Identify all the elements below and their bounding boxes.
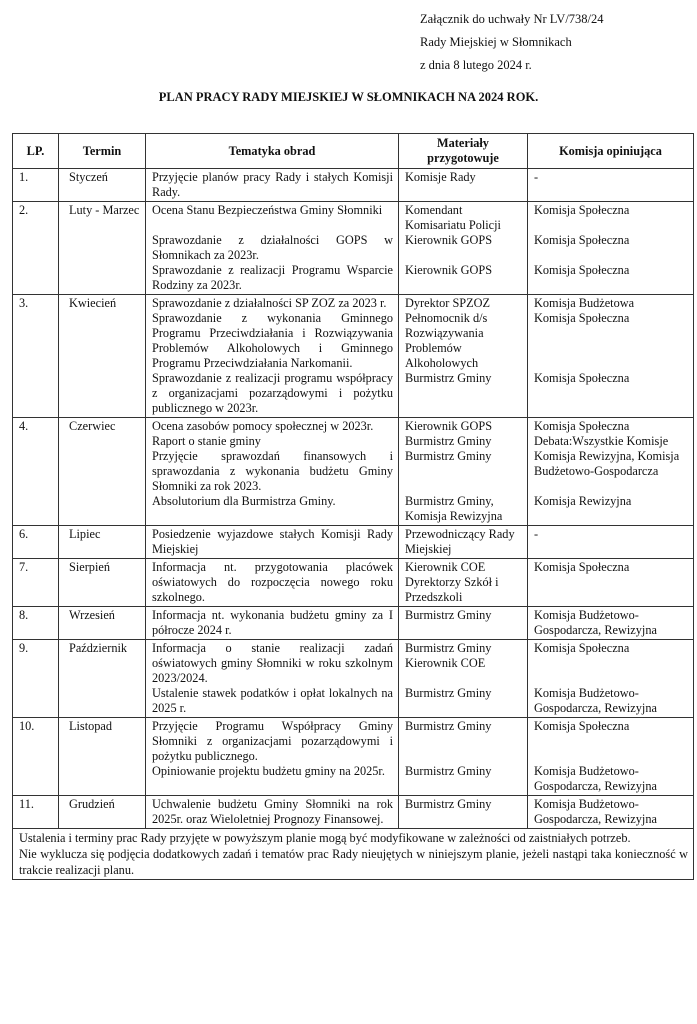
topic-item: Uchwalenie budżetu Gminy Słomniki na rok 2025r. oraz Wieloletniej Prognozy Finansowej. <box>152 797 393 826</box>
committee-item: Komisja Społeczna <box>534 203 630 217</box>
topic-item: Sprawozdanie z działalności SP ZOZ za 2023 r. <box>152 296 387 310</box>
materials-item: Burmistrz Gminy <box>405 608 492 622</box>
topic-item: Raport o stanie gminy <box>152 434 261 448</box>
row-term: Kwiecień <box>59 295 146 418</box>
table-row <box>13 718 694 796</box>
materials-item: Burmistrz Gminy <box>405 686 492 700</box>
materials-item: Burmistrz Gminy <box>405 434 492 448</box>
table-row <box>13 796 694 829</box>
footer-notes <box>13 829 694 880</box>
committee-item: Komisja Budżetowa <box>534 296 635 310</box>
row-number: 10. <box>13 718 59 796</box>
topic-item: Ocena Stanu Bezpieczeństwa Gminy Słomniki <box>152 203 383 217</box>
column-header-term: Termin <box>59 134 146 169</box>
committee-item: Komisja Społeczna <box>534 419 630 433</box>
row-number: 3. <box>13 295 59 418</box>
committee-item: Komisja Budżetowo-Gospodarcza, Rewizyjna <box>534 608 657 637</box>
row-materials <box>399 559 528 607</box>
committee-item: Komisja Budżetowo-Gospodarcza, Rewizyjna <box>534 764 657 793</box>
committee-item: Debata:Wszystkie Komisje <box>534 434 669 448</box>
topic-item: Ocena zasobów pomocy społecznej w 2023r. <box>152 419 374 433</box>
topic-item: Przyjęcie Programu Współpracy Gminy Słomniki z organizacjami pozarządowymi i pożytku publicznego. <box>152 719 393 763</box>
row-materials <box>399 526 528 559</box>
topic-item: Absolutorium dla Burmistrza Gminy. <box>152 494 336 508</box>
committee-item: Komisja Społeczna <box>534 560 630 574</box>
topic-item: Sprawozdanie z realizacji Programu Wsparcie Rodziny za 2023r. <box>152 263 393 292</box>
attachment-line-3: z dnia 8 lutego 2024 r. <box>420 58 532 72</box>
topic-item: Sprawozdanie z działalności GOPS w Słomnikach za 2023r. <box>152 233 393 262</box>
materials-item: Kierownik GOPS <box>405 419 493 433</box>
footer-row <box>13 829 694 880</box>
committee-item: - <box>534 170 539 184</box>
topic-item: Sprawozdanie z wykonania Gminnego Programu Przeciwdziałania i Rozwiązywania Problemów Alkoholowych i Gminnego Programu Przeciwdziałania Narkomanii. <box>152 311 393 370</box>
row-committee <box>528 718 694 796</box>
row-term: Grudzień <box>59 796 146 829</box>
row-number: 9. <box>13 640 59 718</box>
committee-item: Komisja Budżetowo-Gospodarcza, Rewizyjna <box>534 797 657 826</box>
materials-item: Burmistrz Gminy Kierownik COE <box>405 641 492 670</box>
row-term: Sierpień <box>59 559 146 607</box>
materials-item: Kierownik COE Dyrektorzy Szkół i Przedszkoli <box>405 560 499 604</box>
committee-item: Komisja Budżetowo-Gospodarcza, Rewizyjna <box>534 686 657 715</box>
row-materials <box>399 418 528 526</box>
committee-item: Komisja Społeczna <box>534 719 630 733</box>
topic-item: Informacja nt. wykonania budżetu gminy za I półrocze 2024 r. <box>152 608 393 637</box>
topic-item: Informacja nt. przygotowania placówek oświatowych do rozpoczęcia nowego roku szkolnego. <box>152 560 393 604</box>
materials-item: Burmistrz Gminy <box>405 371 492 385</box>
materials-item: Kierownik GOPS <box>405 263 493 277</box>
row-number: 11. <box>13 796 59 829</box>
committee-item: Komisja Społeczna <box>534 371 630 385</box>
row-number: 6. <box>13 526 59 559</box>
topic-item: Sprawozdanie z realizacji programu współpracy z organizacjami pozarządowymi i pożytku publicznego w 2023r. <box>152 371 393 415</box>
row-topic <box>146 640 399 718</box>
row-materials <box>399 640 528 718</box>
row-term: Październik <box>59 640 146 718</box>
row-term: Czerwiec <box>59 418 146 526</box>
work-plan-table <box>12 133 694 880</box>
row-committee <box>528 169 694 202</box>
topic-item: Ustalenie stawek podatków i opłat lokalnych na 2025 r. <box>152 686 393 715</box>
row-committee <box>528 559 694 607</box>
row-committee <box>528 202 694 295</box>
materials-item: Burmistrz Gminy <box>405 449 492 463</box>
attachment-line-2: Rady Miejskiej w Słomnikach <box>420 35 572 49</box>
row-committee <box>528 796 694 829</box>
materials-item: Kierownik GOPS <box>405 233 493 247</box>
table-body <box>13 169 694 829</box>
table-row <box>13 169 694 202</box>
row-number: 1. <box>13 169 59 202</box>
committee-item: - <box>534 527 539 541</box>
topic-item: Posiedzenie wyjazdowe stałych Komisji Rady Miejskiej <box>152 527 393 556</box>
row-term: Wrzesień <box>59 607 146 640</box>
row-materials <box>399 169 528 202</box>
materials-item: Burmistrz Gminy <box>405 797 492 811</box>
column-header-lp: LP. <box>13 134 59 169</box>
materials-item: Pełnomocnik d/s Rozwiązywania Problemów Alkoholowych <box>405 311 488 370</box>
row-topic <box>146 295 399 418</box>
row-term: Luty - Marzec <box>59 202 146 295</box>
row-materials <box>399 202 528 295</box>
row-topic <box>146 169 399 202</box>
table-row <box>13 418 694 526</box>
topic-item: Przyjęcie planów pracy Rady i stałych Komisji Rady. <box>152 170 393 199</box>
materials-item: Komisje Rady <box>405 170 476 184</box>
attachment-header <box>420 8 604 77</box>
table-header-row <box>13 134 694 169</box>
row-materials <box>399 295 528 418</box>
row-number: 2. <box>13 202 59 295</box>
table-row <box>13 526 694 559</box>
row-number: 8. <box>13 607 59 640</box>
committee-item: Komisja Społeczna <box>534 233 630 247</box>
row-committee <box>528 640 694 718</box>
topic-item: Informacja o stanie realizacji zadań oświatowych gminy Słomniki w roku szkolnym 2023/2024. <box>152 641 393 685</box>
committee-item: Komisja Społeczna <box>534 311 630 325</box>
table-row <box>13 295 694 418</box>
row-topic <box>146 202 399 295</box>
row-topic <box>146 526 399 559</box>
row-topic <box>146 607 399 640</box>
column-header-topic: Tematyka obrad <box>146 134 399 169</box>
row-topic <box>146 718 399 796</box>
attachment-line-1: Załącznik do uchwały Nr LV/738/24 <box>420 12 604 26</box>
committee-item: Komisja Społeczna <box>534 641 630 655</box>
row-term: Styczeń <box>59 169 146 202</box>
materials-item: Komendant Komisariatu Policji <box>405 203 501 232</box>
materials-item: Burmistrz Gminy <box>405 764 492 778</box>
row-number: 4. <box>13 418 59 526</box>
topic-item: Opiniowanie projektu budżetu gminy na 2025r. <box>152 764 385 778</box>
column-header-committee: Komisja opiniująca <box>528 134 694 169</box>
row-materials <box>399 607 528 640</box>
committee-item: Komisja Społeczna <box>534 263 630 277</box>
row-committee <box>528 526 694 559</box>
row-committee <box>528 607 694 640</box>
column-header-materials: Materiały przygotowuje <box>399 134 528 169</box>
materials-item: Dyrektor SPZOZ <box>405 296 491 310</box>
row-topic <box>146 559 399 607</box>
row-topic <box>146 418 399 526</box>
materials-item: Burmistrz Gminy, Komisja Rewizyjna <box>405 494 503 523</box>
materials-item: Przewodniczący Rady Miejskiej <box>405 527 515 556</box>
table-row <box>13 202 694 295</box>
footer-note-1: Ustalenia i terminy prac Rady przyjęte w powyższym planie mogą być modyfikowane w zależności od zaistniałych potrzeb. <box>19 831 631 845</box>
table-row <box>13 640 694 718</box>
materials-item: Burmistrz Gminy <box>405 719 492 733</box>
committee-item: Komisja Rewizyjna, Komisja Budżetowo-Gospodarcza <box>534 449 680 478</box>
row-materials <box>399 796 528 829</box>
table-row <box>13 559 694 607</box>
row-topic <box>146 796 399 829</box>
row-term: Lipiec <box>59 526 146 559</box>
document-title: PLAN PRACY RADY MIEJSKIEJ W SŁOMNIKACH NA 2024 ROK. <box>158 90 539 104</box>
row-number: 7. <box>13 559 59 607</box>
table-row <box>13 607 694 640</box>
topic-item: Przyjęcie sprawozdań finansowych i sprawozdania z wykonania budżetu Gminy Słomniki za rok 2023. <box>152 449 393 493</box>
row-term: Listopad <box>59 718 146 796</box>
row-committee <box>528 295 694 418</box>
committee-item: Komisja Rewizyjna <box>534 494 632 508</box>
row-committee <box>528 418 694 526</box>
row-materials <box>399 718 528 796</box>
footer-note-2: Nie wyklucza się podjęcia dodatkowych zadań i tematów prac Rady nieujętych w niniejszym planie, jeżeli nastąpi taka konieczność w trakcie realizacji planu. <box>19 847 688 877</box>
